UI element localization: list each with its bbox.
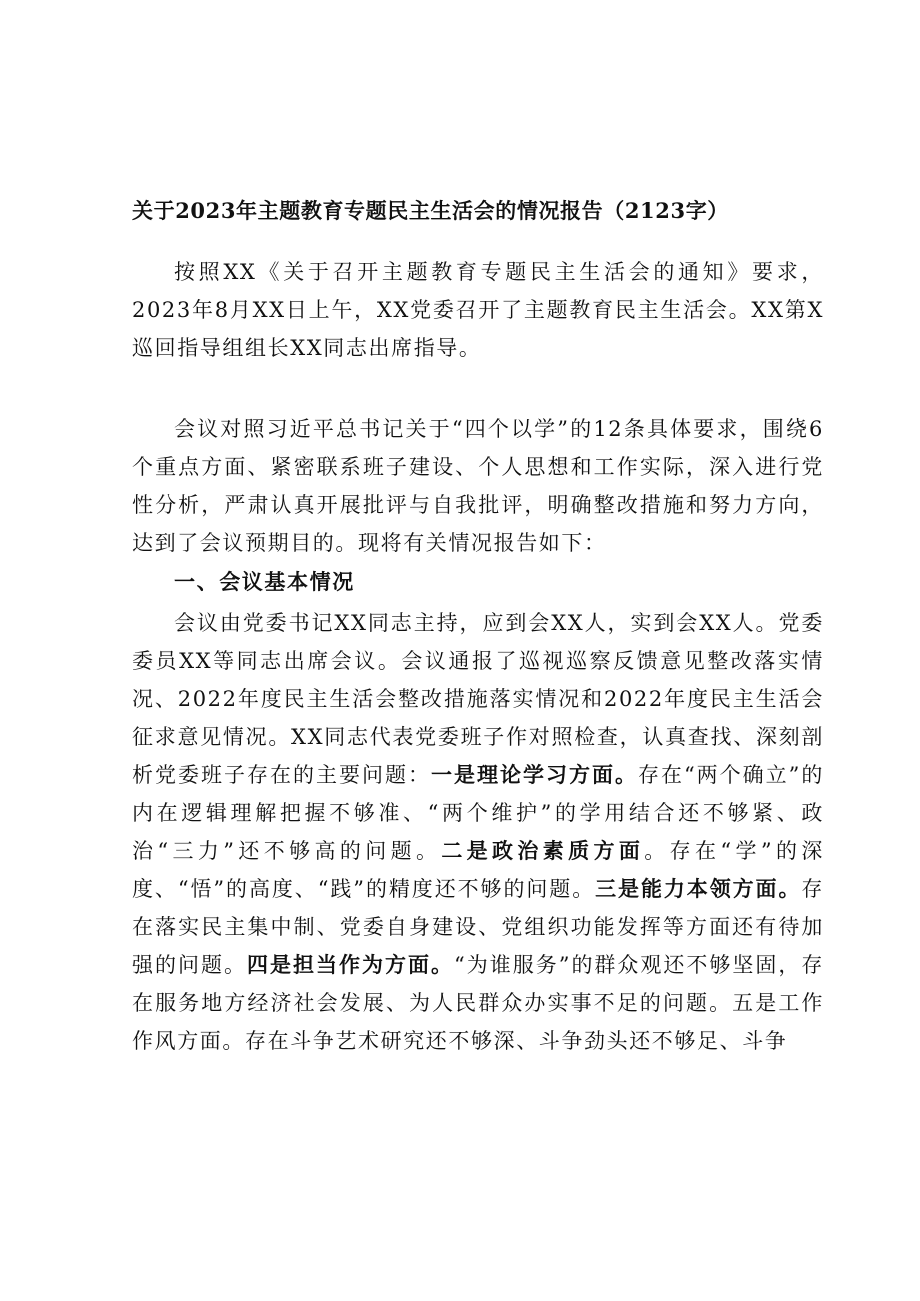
bold-point-responsibility: 四是担当作为方面。 (247, 952, 454, 977)
document-title: 关于2023年主题教育专题民主生活会的情况报告（2123字） (132, 198, 729, 223)
bold-point-theory-study: 一是理论学习方面。 (430, 762, 638, 787)
paragraph-meeting-summary: 会议对照习近平总书记关于“四个以学”的12条具体要求，围绕6个重点方面、紧密联系班子建设、个人思想和工作实际，深入进行党性分析，严肃认真开展批评与自我批评，明确整改措施和努力方向，达到了会议预期目的。现将有关情况报告如下： (132, 417, 824, 555)
paragraph-basic-info (132, 604, 824, 1060)
paragraph-text: 存在落实民主集中制、党委自身建设、党组织功能发挥等方面还有待加强的问题。 (132, 877, 824, 977)
paragraph-text: 会议由党委书记XX同志主持，应到会XX人，实到会XX人。党委委员XX等同志出席会议。会议通报了巡视巡察反馈意见整改落实情况、2022年度民主生活会整改措施落实情况和2022年度民主生活会征求意见情况。XX同志代表党委班子作对照检查，认真查找、深刻剖析党委班子存在的主要问题： (132, 611, 824, 787)
bold-point-ability: 三是能力本领方面。 (595, 876, 802, 901)
paragraph-text: 。存在“学”的深度、“悟”的高度、“践”的精度还不够的问题。 (132, 839, 824, 901)
paragraph-meeting-notice: 按照XX《关于召开主题教育专题民主生活会的通知》要求，2023年8月XX日上午，XX党委召开了主题教育民主生活会。XX第X巡回指导组组长XX同志出席指导。 (132, 260, 824, 360)
paragraph-text: “为谁服务”的群众观还不够坚固，存在服务地方经济社会发展、为人民群众办实事不足的问题。五是工作作风方面。存在斗争艺术研究还不够深、斗争劲头还不够足、斗争 (132, 953, 825, 1053)
paragraph-text: 存在“两个确立”的内在逻辑理解把握不够准、“两个维护”的学用结合还不够紧、政治“三力”还不够高的问题。 (132, 763, 824, 863)
bold-point-political-quality: 二是政治素质方面 (441, 838, 645, 863)
section-heading-basic-info: 一、会议基本情况 (174, 569, 355, 594)
